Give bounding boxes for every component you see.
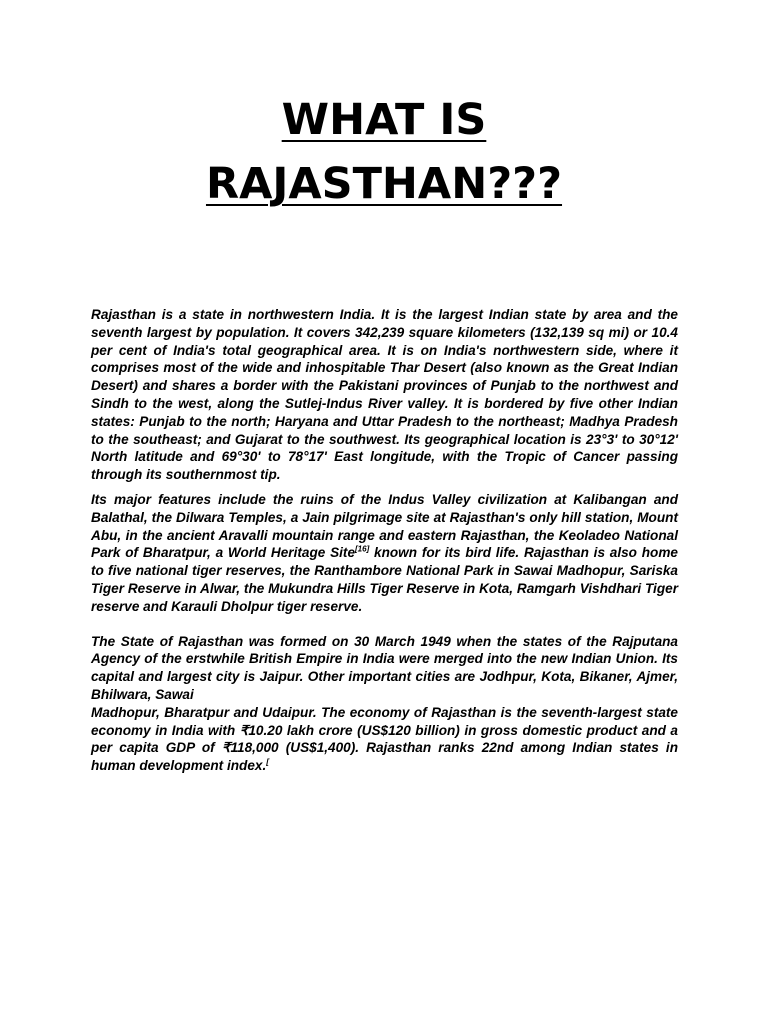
paragraph-features-part-2: known for its bird life. Rajasthan is also home to five national tiger reserves, the Ranthambore National Park in Sawai Madhopur, Sariska Tiger Reserve in Alwar, the Mukundra Hills Tiger Reserve in Kota, Ramgarh Vishdhari Tiger reserve and Karauli Dholpur tiger reserve. xyxy=(91,545,678,614)
title-line-1: WHAT IS xyxy=(281,95,487,145)
paragraph-history xyxy=(91,633,678,775)
title-line-2: RAJASTHAN??? xyxy=(205,159,563,209)
paragraph-history-part-1: The State of Rajasthan was formed on 30 March 1949 when the states of the Rajputana Agency of the erstwhile British Empire in India were merged into the new Indian Union. Its capital and largest city is Jaipur. Other important cities are Jodhpur, Kota, Bikaner, Ajmer, Bhilwara, Sawai xyxy=(91,633,678,702)
document-body xyxy=(91,306,678,775)
paragraph-features-part-1: Its major features include the ruins of the Indus Valley civilization at Kalibangan and Balathal, the Dilwara Temples, a Jain pilgrimage site at Rajasthan's only hill station, Mount Abu, in the ancient Aravalli mountain range and eastern Rajasthan, the Keoladeo National Park of Bharatpur, a World Heritage Site xyxy=(91,491,678,561)
paragraph-features xyxy=(91,491,678,616)
page-title xyxy=(0,88,768,216)
citation-open-bracket[interactable]: [ xyxy=(266,757,269,767)
citation-16[interactable]: [16] xyxy=(355,544,370,554)
paragraph-history-part-2: Madhopur, Bharatpur and Udaipur. The economy of Rajasthan is the seventh-largest state economy in India with ₹10.20 lakh crore (US$120 billion) in gross domestic product and a per capita GDP of ₹118,000 (US$1,400). Rajasthan ranks 22nd among Indian states in human development index. xyxy=(91,704,678,774)
paragraph-intro: Rajasthan is a state in northwestern India. It is the largest Indian state by area and the seventh largest by population. It covers 342,239 square kilometers (132,139 sq mi) or 10.4 per cent of India's total geographical area. It is on India's northwestern side, where it comprises most of the wide and inhospitable Thar Desert (also known as the Great Indian Desert) and shares a border with the Pakistani provinces of Punjab to the northwest and Sindh to the west, along the Sutlej-Indus River valley. It is bordered by five other Indian states: Punjab to the north; Haryana and Uttar Pradesh to the northeast; Madhya Pradesh to the southeast; and Gujarat to the southwest. Its geographical location is 23°3' to 30°12' North latitude and 69°30' to 78°17' East longitude, with the Tropic of Cancer passing through its southernmost tip. xyxy=(91,307,678,483)
